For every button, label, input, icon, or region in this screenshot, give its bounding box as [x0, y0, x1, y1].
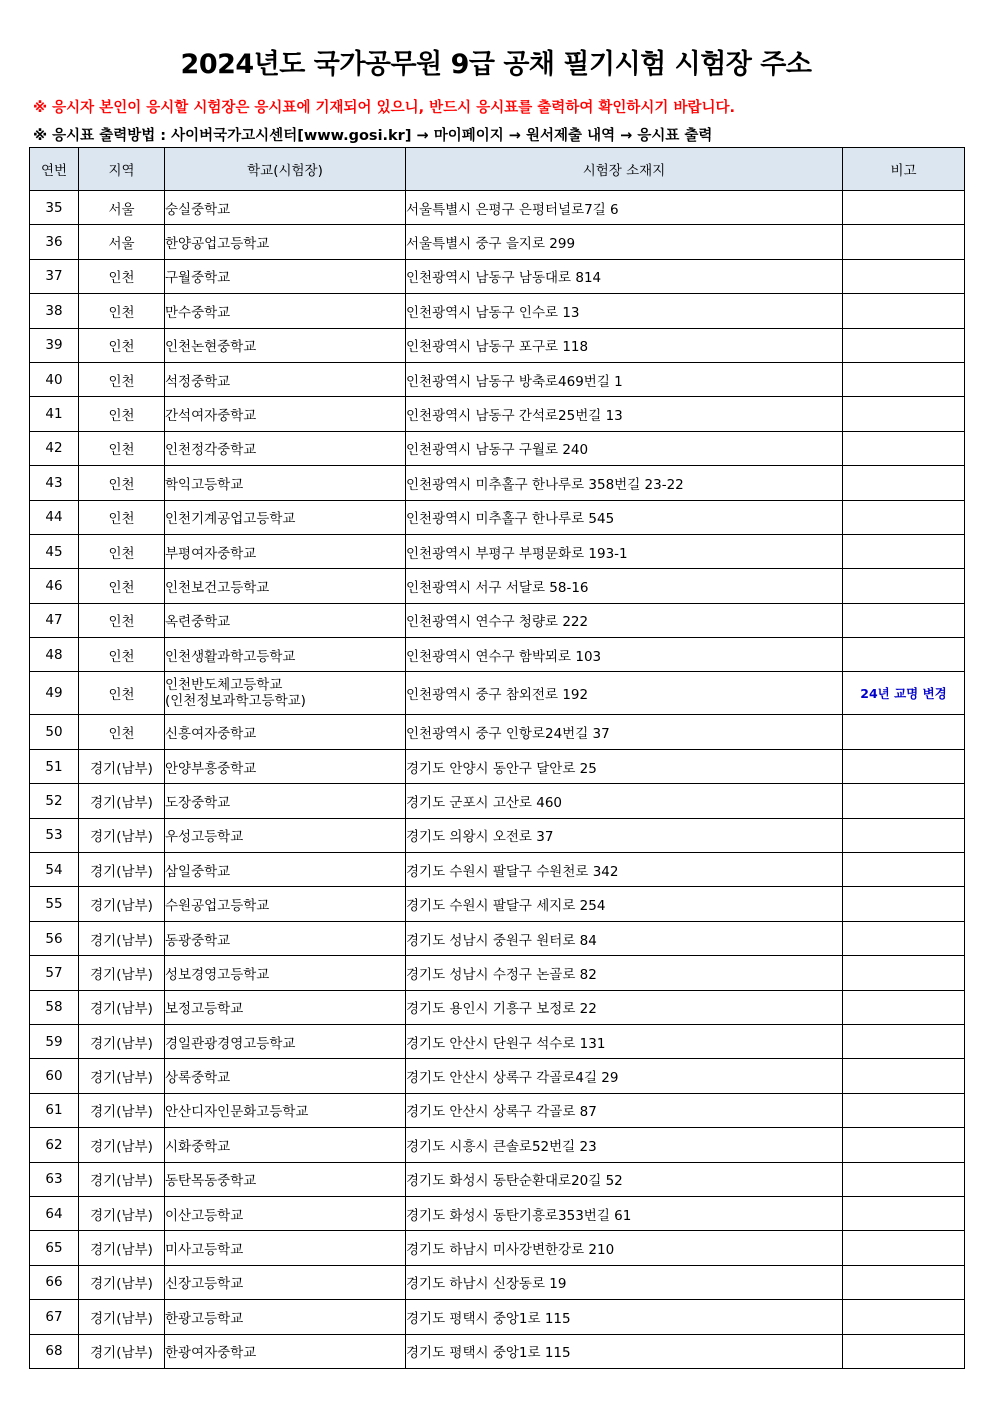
row-note [843, 715, 965, 749]
table-row [30, 672, 965, 715]
header-address: 시험장 소재지 [406, 148, 843, 191]
header-school: 학교(시험장) [165, 148, 406, 191]
row-note [843, 603, 965, 637]
row-number: 66 [30, 1265, 79, 1299]
header-note: 비고 [843, 148, 965, 191]
row-region: 인천 [79, 638, 165, 672]
row-address: 인천광역시 미추홀구 한나루로 358번길 23-22 [406, 466, 843, 500]
page-title: 2024년도 국가공무원 9급 공채 필기시험 시험장 주소 [180, 49, 812, 80]
row-region: 인천 [79, 534, 165, 568]
row-note [843, 990, 965, 1024]
notice-print-method: ※ 응시표 출력방법 : 사이버국가고시센터[www.gosi.kr] → 마이페이지 → 원서제출 내역 → 응시표 출력 [33, 128, 713, 144]
row-school: 학익고등학교 [165, 466, 406, 500]
row-note [843, 887, 965, 921]
row-number: 49 [30, 672, 79, 715]
row-number: 61 [30, 1093, 79, 1127]
row-address: 경기도 평택시 중앙1로 115 [406, 1300, 843, 1334]
row-region: 경기(남부) [79, 1024, 165, 1058]
table-row [30, 990, 965, 1024]
table-row [30, 500, 965, 534]
table-row [30, 328, 965, 362]
row-number: 63 [30, 1162, 79, 1196]
row-school-former-name: (인천정보과학고등학교) [165, 693, 306, 710]
row-note: 24년 교명 변경 [843, 672, 965, 715]
row-school: 숭실중학교 [165, 191, 406, 225]
table-row [30, 1231, 965, 1265]
row-address: 인천광역시 남동구 인수로 13 [406, 294, 843, 328]
row-number: 35 [30, 191, 79, 225]
table-row [30, 853, 965, 887]
row-school: 보정고등학교 [165, 990, 406, 1024]
table-row [30, 784, 965, 818]
row-school: 삼일중학교 [165, 853, 406, 887]
row-school: 간석여자중학교 [165, 397, 406, 431]
row-school: 미사고등학교 [165, 1231, 406, 1265]
row-number: 53 [30, 818, 79, 852]
row-school: 부평여자중학교 [165, 534, 406, 568]
row-number: 37 [30, 259, 79, 293]
row-region: 인천 [79, 715, 165, 749]
table-row [30, 397, 965, 431]
row-school: 인천논현중학교 [165, 328, 406, 362]
row-school: 우성고등학교 [165, 818, 406, 852]
row-address: 경기도 평택시 중앙1로 115 [406, 1334, 843, 1368]
row-note [843, 569, 965, 603]
row-school: 이산고등학교 [165, 1196, 406, 1230]
row-region: 경기(남부) [79, 1231, 165, 1265]
row-region: 인천 [79, 259, 165, 293]
row-school: 옥련중학교 [165, 603, 406, 637]
row-address: 인천광역시 중구 참외전로 192 [406, 672, 843, 715]
row-school: 성보경영고등학교 [165, 956, 406, 990]
row-address: 인천광역시 서구 서달로 58-16 [406, 569, 843, 603]
table-row [30, 887, 965, 921]
row-note [843, 1300, 965, 1334]
notice-warning: ※ 응시자 본인이 응시할 시험장은 응시표에 기재되어 있으니, 반드시 응시표를 출력하여 확인하시기 바랍니다. [33, 100, 735, 116]
row-address: 인천광역시 남동구 방축로469번길 1 [406, 362, 843, 396]
row-school: 동탄목동중학교 [165, 1162, 406, 1196]
header-no: 연번 [30, 148, 79, 191]
row-region: 인천 [79, 466, 165, 500]
row-address: 서울특별시 은평구 은평터널로7길 6 [406, 191, 843, 225]
row-address: 경기도 수원시 팔달구 수원천로 342 [406, 853, 843, 887]
row-region: 인천 [79, 431, 165, 465]
row-school: 신장고등학교 [165, 1265, 406, 1299]
row-number: 57 [30, 956, 79, 990]
row-region: 경기(남부) [79, 1196, 165, 1230]
row-note [843, 818, 965, 852]
row-note [843, 1196, 965, 1230]
row-note [843, 191, 965, 225]
table-row [30, 259, 965, 293]
row-school: 상록중학교 [165, 1059, 406, 1093]
table-row [30, 818, 965, 852]
table-header-row [30, 148, 965, 191]
table-row [30, 1059, 965, 1093]
row-school: 인천정각중학교 [165, 431, 406, 465]
row-region: 경기(남부) [79, 818, 165, 852]
row-school: 수원공업고등학교 [165, 887, 406, 921]
table-row [30, 603, 965, 637]
row-address: 인천광역시 남동구 포구로 118 [406, 328, 843, 362]
row-region: 경기(남부) [79, 749, 165, 783]
row-number: 41 [30, 397, 79, 431]
row-school: 경일관광경영고등학교 [165, 1024, 406, 1058]
table-row [30, 749, 965, 783]
row-address: 경기도 안산시 상록구 각골로4길 29 [406, 1059, 843, 1093]
row-note [843, 397, 965, 431]
table-row [30, 1334, 965, 1368]
row-address: 경기도 하남시 미사강변한강로 210 [406, 1231, 843, 1265]
row-number: 52 [30, 784, 79, 818]
row-number: 46 [30, 569, 79, 603]
row-address: 경기도 군포시 고산로 460 [406, 784, 843, 818]
row-region: 인천 [79, 603, 165, 637]
row-note [843, 328, 965, 362]
row-school: 안산디자인문화고등학교 [165, 1093, 406, 1127]
row-number: 43 [30, 466, 79, 500]
table-row [30, 431, 965, 465]
row-number: 48 [30, 638, 79, 672]
row-number: 39 [30, 328, 79, 362]
row-note [843, 431, 965, 465]
row-region: 인천 [79, 397, 165, 431]
row-number: 51 [30, 749, 79, 783]
row-address: 경기도 화성시 동탄순환대로20길 52 [406, 1162, 843, 1196]
row-school: 도장중학교 [165, 784, 406, 818]
exam-site-table [29, 147, 965, 1369]
row-address: 경기도 안산시 상록구 각골로 87 [406, 1093, 843, 1127]
table-row [30, 1024, 965, 1058]
table-row [30, 534, 965, 568]
row-school: 인천생활과학고등학교 [165, 638, 406, 672]
header-region: 지역 [79, 148, 165, 191]
row-address: 경기도 화성시 동탄기흥로353번길 61 [406, 1196, 843, 1230]
row-region: 경기(남부) [79, 1093, 165, 1127]
row-number: 50 [30, 715, 79, 749]
row-note [843, 534, 965, 568]
row-number: 58 [30, 990, 79, 1024]
table-row [30, 956, 965, 990]
row-number: 59 [30, 1024, 79, 1058]
row-number: 56 [30, 921, 79, 955]
table-row [30, 1128, 965, 1162]
row-note [843, 500, 965, 534]
row-number: 62 [30, 1128, 79, 1162]
row-region: 경기(남부) [79, 1059, 165, 1093]
row-number: 42 [30, 431, 79, 465]
row-number: 40 [30, 362, 79, 396]
table-row [30, 569, 965, 603]
row-region: 경기(남부) [79, 1128, 165, 1162]
row-address: 인천광역시 남동구 간석로25번길 13 [406, 397, 843, 431]
row-school: 인천보건고등학교 [165, 569, 406, 603]
table-row [30, 191, 965, 225]
row-school: 석정중학교 [165, 362, 406, 396]
row-note [843, 1231, 965, 1265]
table-row [30, 362, 965, 396]
row-number: 38 [30, 294, 79, 328]
row-note [843, 259, 965, 293]
row-note [843, 921, 965, 955]
row-number: 65 [30, 1231, 79, 1265]
row-region: 경기(남부) [79, 853, 165, 887]
row-region: 경기(남부) [79, 1334, 165, 1368]
row-school-name: 인천반도체고등학교 [165, 676, 283, 693]
row-note [843, 1024, 965, 1058]
row-region: 서울 [79, 225, 165, 259]
row-school: 한양공업고등학교 [165, 225, 406, 259]
row-number: 68 [30, 1334, 79, 1368]
row-school: 안양부흥중학교 [165, 749, 406, 783]
row-region: 경기(남부) [79, 990, 165, 1024]
row-address: 경기도 안양시 동안구 달안로 25 [406, 749, 843, 783]
row-address: 인천광역시 미추홀구 한나루로 545 [406, 500, 843, 534]
table-row [30, 715, 965, 749]
row-region: 인천 [79, 672, 165, 715]
row-school: 만수중학교 [165, 294, 406, 328]
table-row [30, 1162, 965, 1196]
row-address: 경기도 성남시 수정구 논골로 82 [406, 956, 843, 990]
row-note [843, 784, 965, 818]
row-note [843, 294, 965, 328]
table-row [30, 921, 965, 955]
row-school: 동광중학교 [165, 921, 406, 955]
table-row [30, 638, 965, 672]
table-row [30, 1265, 965, 1299]
row-number: 47 [30, 603, 79, 637]
row-address: 경기도 성남시 중원구 원터로 84 [406, 921, 843, 955]
row-address: 경기도 용인시 기흥구 보정로 22 [406, 990, 843, 1024]
row-address: 경기도 하남시 신장동로 19 [406, 1265, 843, 1299]
row-school: 한광여자중학교 [165, 1334, 406, 1368]
row-region: 인천 [79, 362, 165, 396]
row-region: 인천 [79, 569, 165, 603]
row-address: 인천광역시 남동구 남동대로 814 [406, 259, 843, 293]
row-region: 인천 [79, 500, 165, 534]
row-note [843, 1334, 965, 1368]
row-region: 인천 [79, 294, 165, 328]
row-number: 64 [30, 1196, 79, 1230]
row-note [843, 1162, 965, 1196]
row-address: 인천광역시 연수구 함박뫼로 103 [406, 638, 843, 672]
row-address: 경기도 의왕시 오전로 37 [406, 818, 843, 852]
row-region: 서울 [79, 191, 165, 225]
row-number: 54 [30, 853, 79, 887]
row-school: 신흥여자중학교 [165, 715, 406, 749]
table-row [30, 225, 965, 259]
row-note [843, 638, 965, 672]
row-address: 인천광역시 남동구 구월로 240 [406, 431, 843, 465]
table-row [30, 1300, 965, 1334]
row-note [843, 1093, 965, 1127]
row-region: 경기(남부) [79, 921, 165, 955]
row-school: 시화중학교 [165, 1128, 406, 1162]
row-address: 경기도 수원시 팔달구 세지로 254 [406, 887, 843, 921]
table-row [30, 1093, 965, 1127]
row-note [843, 1265, 965, 1299]
row-note [843, 1059, 965, 1093]
row-note [843, 225, 965, 259]
row-note [843, 362, 965, 396]
table-row [30, 1196, 965, 1230]
row-number: 45 [30, 534, 79, 568]
row-number: 55 [30, 887, 79, 921]
table-row [30, 294, 965, 328]
row-number: 36 [30, 225, 79, 259]
row-note [843, 466, 965, 500]
row-address: 인천광역시 중구 인항로24번길 37 [406, 715, 843, 749]
row-address: 경기도 시흥시 큰솔로52번길 23 [406, 1128, 843, 1162]
row-note [843, 956, 965, 990]
row-address: 경기도 안산시 단원구 석수로 131 [406, 1024, 843, 1058]
row-region: 경기(남부) [79, 887, 165, 921]
row-number: 44 [30, 500, 79, 534]
row-note [843, 853, 965, 887]
table-row [30, 466, 965, 500]
row-region: 경기(남부) [79, 1300, 165, 1334]
row-region: 경기(남부) [79, 1162, 165, 1196]
row-region: 인천 [79, 328, 165, 362]
row-address: 서울특별시 중구 을지로 299 [406, 225, 843, 259]
row-address: 인천광역시 연수구 청량로 222 [406, 603, 843, 637]
row-school [165, 672, 406, 715]
row-school: 한광고등학교 [165, 1300, 406, 1334]
row-region: 경기(남부) [79, 956, 165, 990]
row-address: 인천광역시 부평구 부평문화로 193-1 [406, 534, 843, 568]
row-number: 60 [30, 1059, 79, 1093]
row-note [843, 1128, 965, 1162]
row-school: 구월중학교 [165, 259, 406, 293]
row-school: 인천기계공업고등학교 [165, 500, 406, 534]
row-number: 67 [30, 1300, 79, 1334]
row-region: 경기(남부) [79, 784, 165, 818]
row-note [843, 749, 965, 783]
row-region: 경기(남부) [79, 1265, 165, 1299]
